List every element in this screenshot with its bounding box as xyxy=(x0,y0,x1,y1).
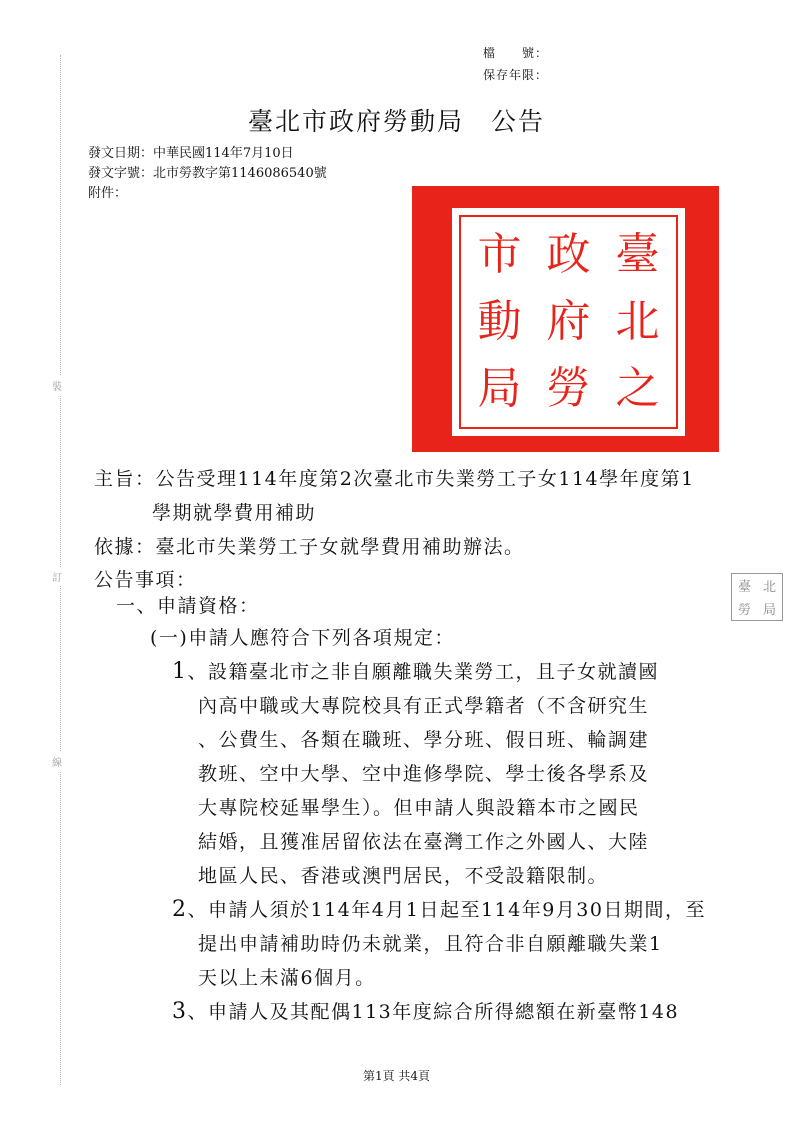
binding-mark-xian: 線 xyxy=(52,752,62,771)
small-seal-char: 臺 xyxy=(737,580,751,595)
list-item-1 xyxy=(172,655,659,689)
seal-char: 政 xyxy=(546,228,591,280)
section-1-heading: 一、申請資格： xyxy=(116,595,260,617)
notice-heading: 公告事項： xyxy=(94,569,197,591)
official-seal xyxy=(412,186,719,452)
binding-mark-zhuang: 裝 xyxy=(52,376,62,395)
item-number: 3 xyxy=(172,999,188,1024)
seal-char: 北 xyxy=(615,295,660,347)
binding-mark-ding: 訂 xyxy=(52,567,62,586)
issue-date: 發文日期：中華民國114年7月10日 xyxy=(88,146,294,161)
basis: 依據：臺北市失業勞工子女就學費用補助辦法。 xyxy=(94,536,525,558)
item-line: 、申請人及其配偶113年度綜合所得總額在新臺幣148 xyxy=(187,1001,680,1023)
small-seal-char: 北 xyxy=(762,580,776,595)
list-item-3 xyxy=(172,995,679,1029)
item-line: 天以上未滿6個月。 xyxy=(198,967,376,989)
page-footer: 第1頁 共4頁 xyxy=(362,1069,431,1083)
list-item-2 xyxy=(172,893,706,927)
item-line: 、申請人須於114年4月1日起至114年9月30日期間，至 xyxy=(187,899,706,921)
small-seal-char: 勞 xyxy=(737,603,751,618)
retention-label: 保存年限： xyxy=(483,68,549,82)
document-number: 發文字號：北市勞教字第1146086540號 xyxy=(88,166,327,181)
item-line: 結婚，且獲准居留依法在臺灣工作之外國人、大陸 xyxy=(198,831,650,853)
page-title: 臺北市政府勞動局 公告 xyxy=(247,107,545,136)
subsection-1-heading: (一)申請人應符合下列各項規定： xyxy=(150,627,455,649)
seal-char: 動 xyxy=(477,295,522,347)
seal-char: 市 xyxy=(477,228,522,280)
seal-inner xyxy=(452,208,685,436)
seal-char: 局 xyxy=(477,363,522,415)
seal-char: 府 xyxy=(546,295,591,347)
item-number: 2 xyxy=(172,897,188,922)
item-line: 內高中職或大專院校具有正式學籍者（不含研究生 xyxy=(198,695,650,717)
item-line: 提出申請補助時仍未就業，且符合非自願離職失業1 xyxy=(198,933,663,955)
item-line: 大專院校延畢學生）。但申請人與設籍本市之國民 xyxy=(198,797,640,819)
item-line: 、設籍臺北市之非自願離職失業勞工，且子女就讀國 xyxy=(187,661,660,683)
item-line: 教班、空中大學、空中進修學院、學士後各學系及 xyxy=(198,763,650,785)
item-line: 、公費生、各類在職班、學分班、假日班、輪調建 xyxy=(198,729,650,751)
seal-char: 之 xyxy=(615,363,660,415)
small-seal-stamp xyxy=(731,573,783,621)
item-number: 1 xyxy=(172,659,188,684)
subject-line-1: 主旨：公告受理114年度第2次臺北市失業勞工子女114學年度第1 xyxy=(94,468,695,490)
attachment-label: 附件： xyxy=(88,186,128,201)
seal-char: 勞 xyxy=(546,363,591,415)
small-seal-char: 局 xyxy=(762,603,776,618)
seal-characters xyxy=(465,221,672,423)
file-number-label: 檔 號： xyxy=(483,46,549,60)
subject-line-2: 學期就學費用補助 xyxy=(152,502,317,524)
item-line: 地區人民、香港或澳門居民，不受設籍限制。 xyxy=(198,865,609,887)
seal-char: 臺 xyxy=(615,228,660,280)
